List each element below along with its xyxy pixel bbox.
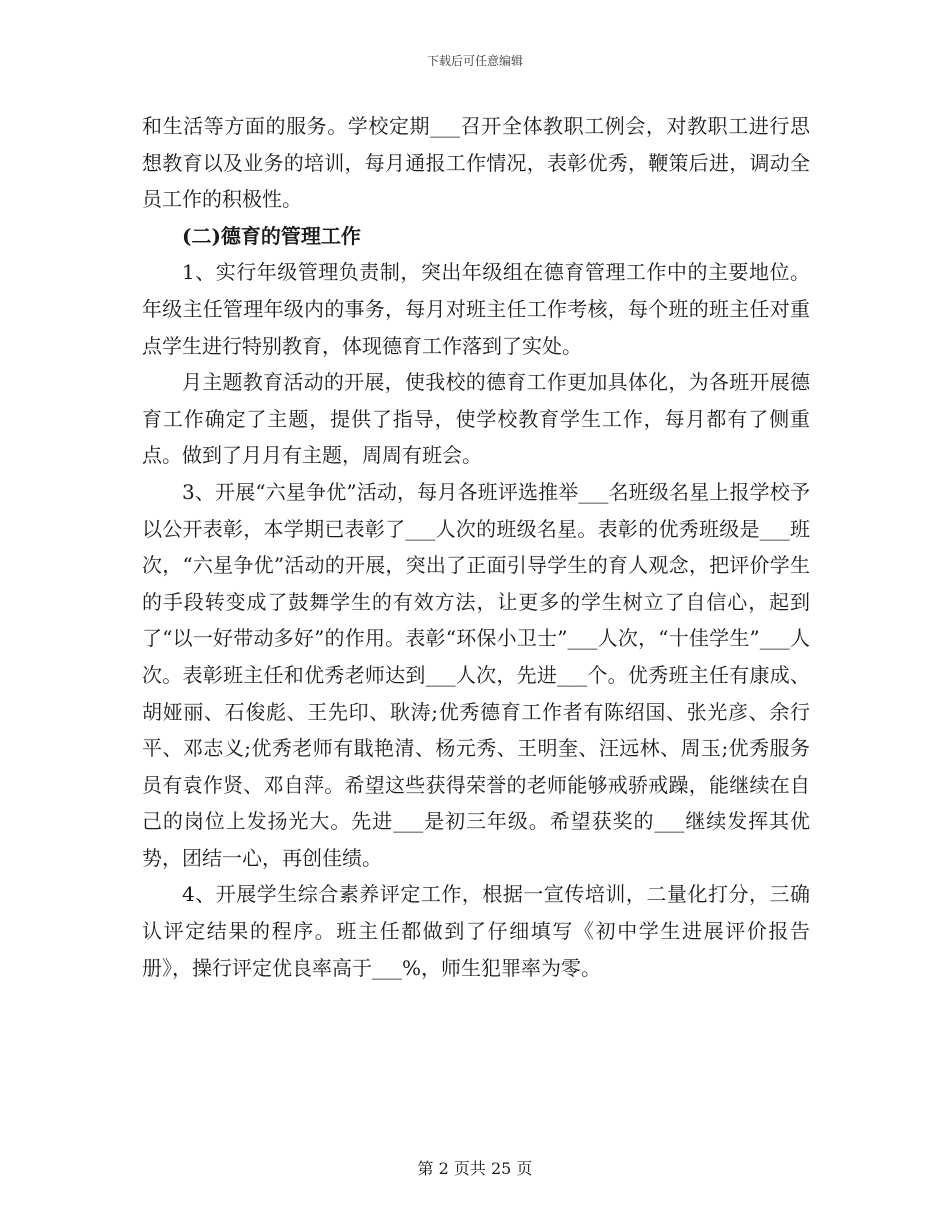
- paragraph-item-4: 4、开展学生综合素养评定工作，根据一宣传培训，二量化打分，三确认评定结果的程序。班主任都做到了仔细填写《初中学生进展评价报告册》，操行评定优良率高于___%，师生犯罪率为零。: [142, 882, 810, 980]
- paragraph-item-1: 1、实行年级管理负责制，突出年级组在德育管理工作中的主要地位。年级主任管理年级内的事务，每月对班主任工作考核，每个班的班主任对重点学生进行特别教育，体现德育工作落到了实处。: [142, 260, 810, 358]
- page-number: 第 2 页共 25 页: [417, 1159, 533, 1178]
- paragraph-monthly-theme: 月主题教育活动的开展，使我校的德育工作更加具体化，为各班开展德育工作确定了主题，提供了指导，使学校教育学生工作，每月都有了侧重点。做到了月月有主题，周周有班会。: [142, 370, 810, 468]
- paragraph-item-3: 3、开展“六星争优”活动，每月各班评选推举___名班级名星上报学校予以公开表彰，本学期已表彰了___人次的班级名星。表彰的优秀班级是___班次，“六星争优”活动的开展，突出了正面引导学生的育人观念，把评价学生的手段转变成了鼓舞学生的有效方法，让更多的学生树立了自信心，起到了“以一好带动多好”的作用。表彰“环保小卫士”___人次，“十佳学生”___人次。表彰班主任和优秀老师达到___人次，先进___个。优秀班主任有康成、胡娅丽、石俊彪、王先印、耿涛;优秀德育工作者有陈绍国、张光彦、余行平、邓志义;优秀老师有戢艳清、杨元秀、王明奎、汪远林、周玉;优秀服务员有袁作贤、邓自萍。希望这些获得荣誉的老师能够戒骄戒躁，能继续在自己的岗位上发扬光大。先进___是初三年级。希望获奖的___继续发挥其优势，团结一心，再创佳绩。: [142, 479, 810, 870]
- download-note: 下载后可任意编辑: [426, 54, 523, 68]
- paragraph-continuation: 和生活等方面的服务。学校定期___召开全体教职工例会，对教职工进行思想教育以及业务的培训，每月通报工作情况，表彰优秀，鞭策后进，调动全员工作的积极性。: [142, 114, 810, 212]
- section-heading: (二)德育的管理工作: [182, 223, 361, 248]
- document-body: [142, 108, 810, 986]
